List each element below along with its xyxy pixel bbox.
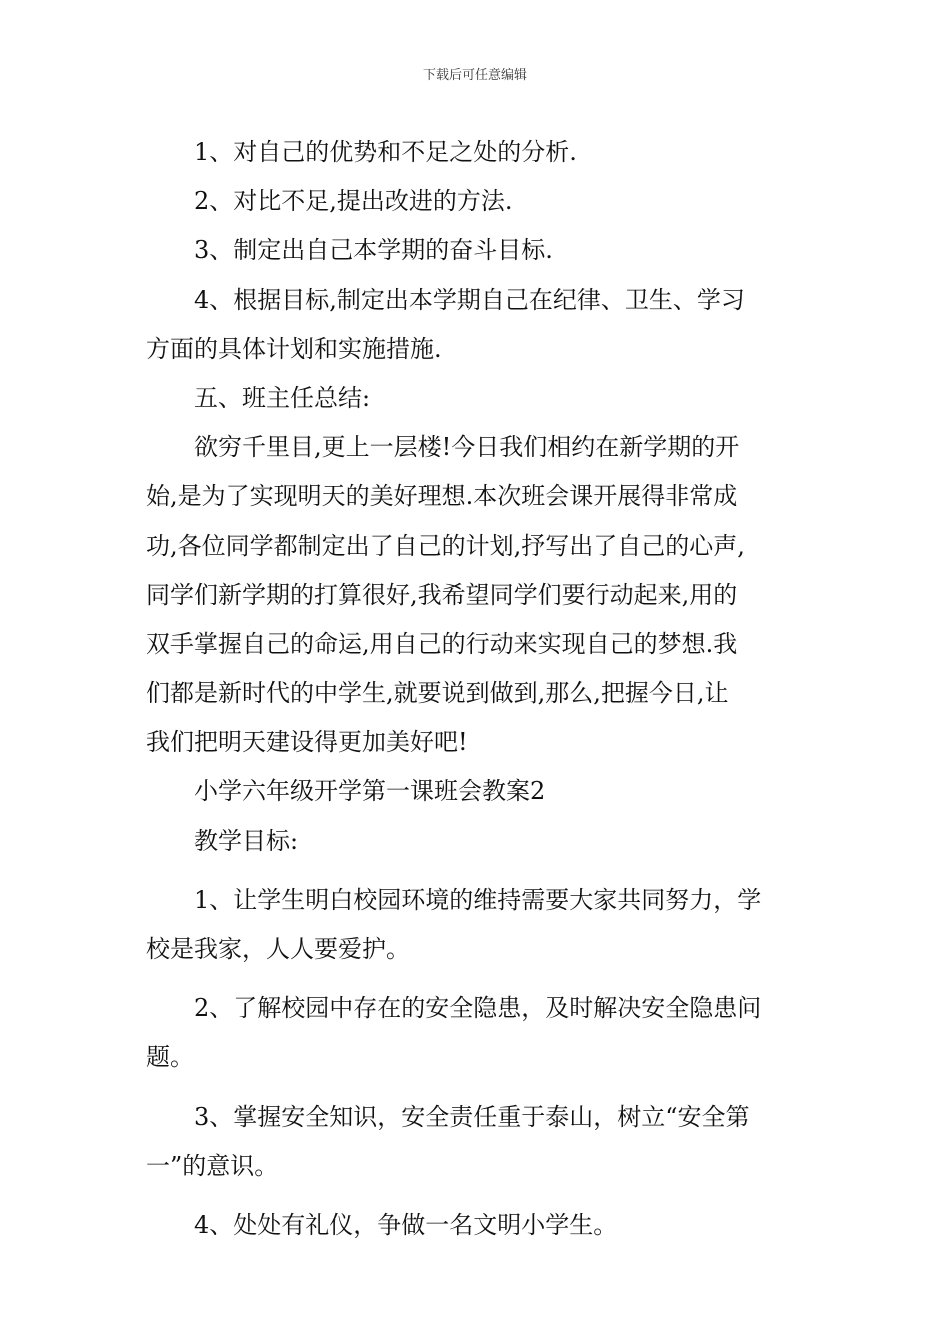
- summary-paragraph-line: 们都是新时代的中学生,就要说到做到,那么,把握今日,让: [146, 679, 729, 708]
- objective-item-1-continued: 校是我家，人人要爱护。: [146, 935, 410, 963]
- document-body: [146, 128, 810, 1250]
- objective-item-1: 1、让学生明白校园环境的维持需要大家共同努力，学: [194, 885, 762, 914]
- list-item-4-continued: 方面的具体计划和实施措施.: [146, 334, 442, 363]
- objective-item-2-continued: 题。: [146, 1043, 194, 1072]
- section-heading-summary: 五、班主任总结:: [194, 383, 371, 412]
- objective-item-2: 2、了解校园中存在的安全隐患，及时解决安全隐患问: [194, 994, 762, 1023]
- summary-paragraph-line: 欲穷千里目,更上一层楼!今日我们相约在新学期的开: [194, 433, 740, 462]
- objective-item-4: 4、处处有礼仪，争做一名文明小学生。: [194, 1210, 618, 1239]
- list-item-1: 1、对自己的优势和不足之处的分析.: [194, 138, 577, 166]
- list-item-4: 4、根据目标,制定出本学期自己在纪律、卫生、学习: [194, 285, 745, 314]
- objective-item-3-continued: 一”的意识。: [146, 1151, 279, 1180]
- list-item-2: 2、对比不足,提出改进的方法.: [194, 187, 513, 216]
- summary-paragraph-line: 我们把明天建设得更加美好吧!: [146, 728, 468, 757]
- summary-paragraph-line: 同学们新学期的打算很好,我希望同学们要行动起来,用的: [146, 580, 738, 609]
- summary-paragraph-line: 功,各位同学都制定出了自己的计划,抒写出了自己的心声,: [146, 531, 745, 560]
- list-item-3: 3、制定出自己本学期的奋斗目标.: [194, 236, 553, 265]
- lesson-plan-title: 小学六年级开学第一课班会教案2: [194, 777, 546, 806]
- page-header: 下载后可任意编辑: [422, 68, 527, 83]
- objective-item-3: 3、掌握安全知识，安全责任重于泰山，树立“安全第: [194, 1102, 750, 1131]
- summary-paragraph-line: 始,是为了实现明天的美好理想.本次班会课开展得非常成: [146, 482, 738, 511]
- section-heading-objectives: 教学目标:: [194, 826, 299, 855]
- summary-paragraph-line: 双手掌握自己的命运,用自己的行动来实现自己的梦想.我: [146, 629, 738, 658]
